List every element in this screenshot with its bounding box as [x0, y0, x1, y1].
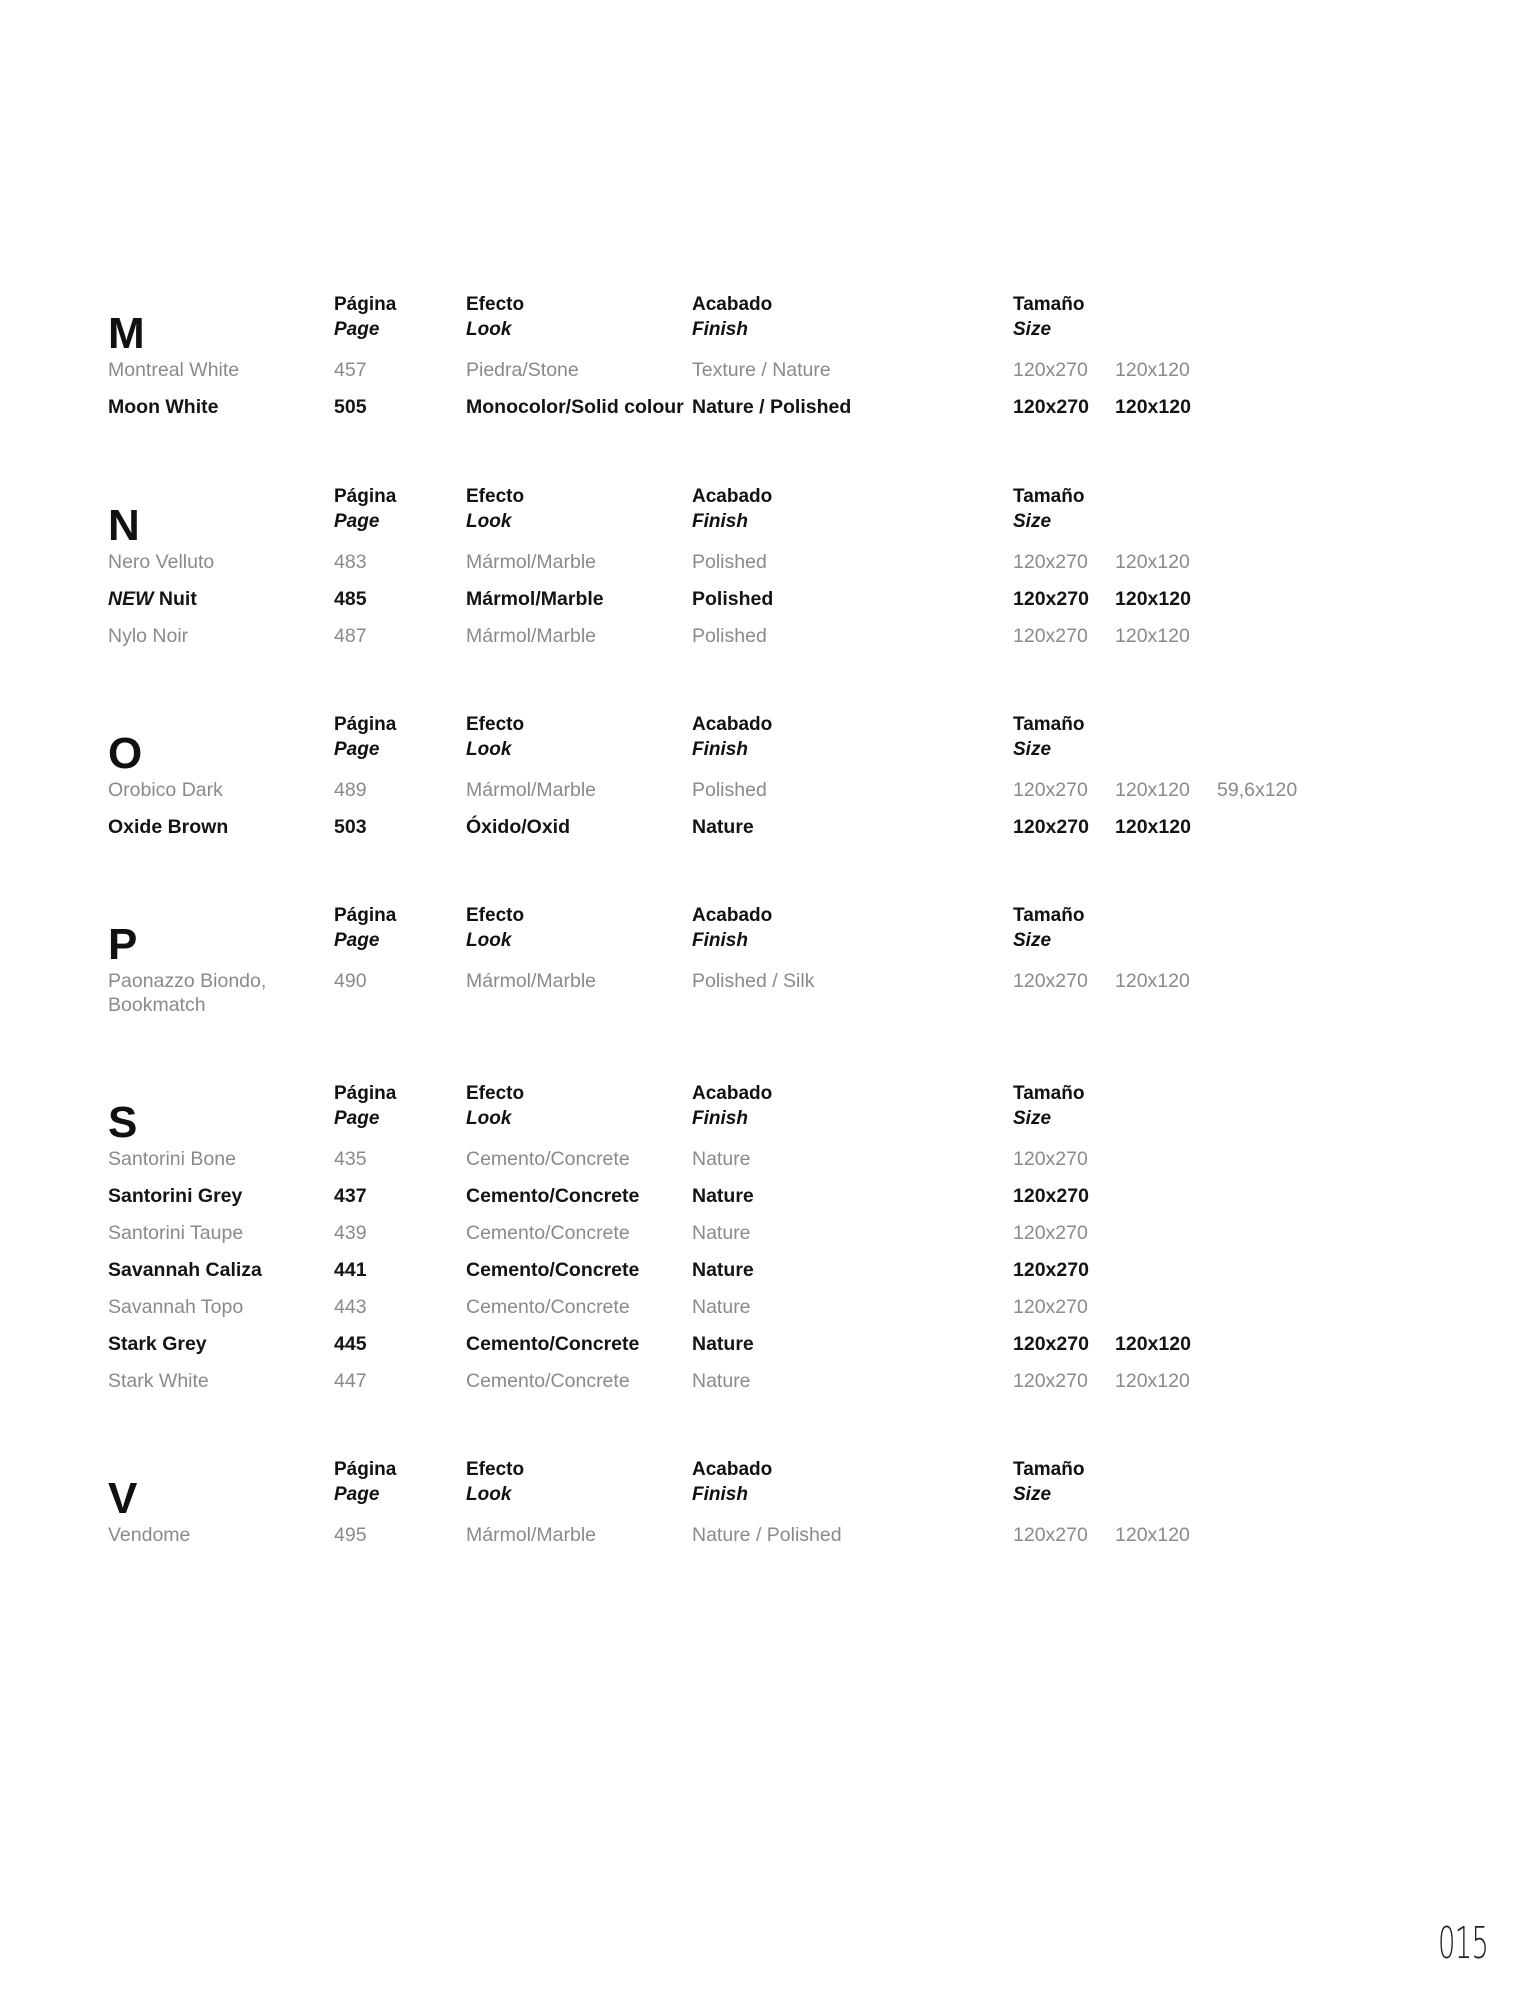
- header-label-en: Look: [466, 1108, 512, 1129]
- finish-cell: Nature / Polished: [692, 1524, 842, 1546]
- header-label-en: Finish: [692, 1484, 748, 1505]
- header-label-en: Finish: [692, 511, 748, 532]
- header-label-es: Acabado: [692, 714, 773, 735]
- column-header-finish: [692, 712, 772, 762]
- header-label-en: Finish: [692, 1108, 748, 1129]
- header-label-es: Tamaño: [1013, 294, 1085, 315]
- header-label-en: Finish: [692, 319, 748, 340]
- page-number-cell: 483: [334, 551, 367, 573]
- header-label-es: Efecto: [466, 294, 525, 315]
- finish-cell: Nature: [692, 1296, 751, 1318]
- column-header-look: [466, 292, 524, 342]
- table-row: [0, 1258, 1527, 1295]
- product-name-cell: [108, 1523, 308, 1547]
- finish-cell: Polished: [692, 625, 767, 647]
- look-cell: Mármol/Marble: [466, 625, 597, 647]
- product-name-cell: [108, 778, 308, 802]
- header-label-en: Look: [466, 1484, 512, 1505]
- table-row: [0, 358, 1527, 395]
- column-header-size: [1013, 484, 1084, 534]
- look-cell: Cemento/Concrete: [466, 1296, 630, 1318]
- size-cell: 59,6x120: [1217, 779, 1298, 801]
- product-name: Moon White: [108, 396, 219, 418]
- product-name: Nylo Noir: [108, 625, 189, 647]
- header-label-es: Acabado: [692, 1459, 773, 1480]
- header-label-es: Acabado: [692, 294, 773, 315]
- product-name: Santorini Grey: [108, 1185, 243, 1207]
- header-label-es: Página: [334, 1459, 397, 1480]
- size-cell: 120x270: [1013, 1222, 1088, 1244]
- table-row: [0, 1523, 1527, 1560]
- look-cell: Mármol/Marble: [466, 551, 597, 573]
- page-number: 015: [1438, 1918, 1489, 1969]
- header-label-en: Page: [334, 511, 380, 532]
- product-name-cell: [108, 1184, 308, 1208]
- table-row: [0, 1221, 1527, 1258]
- section-letter: P: [108, 920, 138, 969]
- section-letter: O: [108, 729, 143, 778]
- look-cell: Óxido/Oxid: [466, 816, 571, 838]
- header-label-es: Efecto: [466, 1459, 525, 1480]
- page-number-cell: 503: [334, 816, 367, 838]
- table-row: [0, 395, 1527, 432]
- size-cell: 120x270: [1013, 1185, 1089, 1207]
- size-cell: 120x120: [1115, 625, 1190, 647]
- finish-cell: Polished / Silk: [692, 970, 815, 992]
- product-name: Savannah Caliza: [108, 1259, 262, 1281]
- header-label-en: Size: [1013, 1484, 1052, 1505]
- header-label-en: Page: [334, 739, 380, 760]
- header-label-es: Acabado: [692, 1083, 773, 1104]
- look-cell: Cemento/Concrete: [466, 1185, 640, 1207]
- header-label-es: Página: [334, 486, 397, 507]
- header-label-es: Efecto: [466, 1083, 525, 1104]
- product-name: Savannah Topo: [108, 1296, 244, 1318]
- size-cell: 120x270: [1013, 779, 1088, 801]
- header-label-en: Look: [466, 511, 512, 532]
- column-header-finish: [692, 1081, 772, 1131]
- look-cell: Mármol/Marble: [466, 588, 604, 610]
- header-label-es: Tamaño: [1013, 714, 1085, 735]
- page-number-cell: 457: [334, 359, 367, 381]
- product-name: Oxide Brown: [108, 816, 229, 838]
- size-cell: 120x120: [1115, 359, 1190, 381]
- product-name: Stark White: [108, 1370, 209, 1392]
- page-number-cell: 487: [334, 625, 367, 647]
- header-label-en: Page: [334, 1108, 380, 1129]
- product-name: Paonazzo Biondo, Bookmatch: [108, 970, 267, 1016]
- finish-cell: Texture / Nature: [692, 359, 831, 381]
- size-cell: 120x120: [1115, 970, 1190, 992]
- header-label-en: Page: [334, 1484, 380, 1505]
- table-row: [0, 1369, 1527, 1406]
- header-label-es: Página: [334, 1083, 397, 1104]
- column-header-finish: [692, 1457, 772, 1507]
- table-row: [0, 969, 1527, 1016]
- finish-cell: Nature: [692, 1148, 751, 1170]
- product-name-cell: [108, 395, 308, 419]
- header-label-en: Page: [334, 319, 380, 340]
- size-cell: 120x270: [1013, 359, 1088, 381]
- column-header-look: [466, 1457, 524, 1507]
- column-header-page: [334, 292, 396, 342]
- product-name-cell: [108, 358, 308, 382]
- product-name-cell: [108, 587, 308, 611]
- header-label-es: Tamaño: [1013, 486, 1085, 507]
- look-cell: Cemento/Concrete: [466, 1333, 640, 1355]
- product-name-cell: [108, 550, 308, 574]
- table-row: [0, 1332, 1527, 1369]
- product-name: Stark Grey: [108, 1333, 207, 1355]
- size-cell: 120x270: [1013, 1524, 1088, 1546]
- size-cell: 120x120: [1115, 816, 1191, 838]
- product-name-cell: [108, 1147, 308, 1171]
- size-cell: 120x270: [1013, 1296, 1088, 1318]
- look-cell: Monocolor/Solid colour: [466, 396, 684, 418]
- header-label-es: Tamaño: [1013, 905, 1085, 926]
- size-cell: 120x270: [1013, 1259, 1089, 1281]
- page-number-cell: 489: [334, 779, 367, 801]
- finish-cell: Nature: [692, 1333, 754, 1355]
- look-cell: Mármol/Marble: [466, 779, 597, 801]
- page-number-cell: 439: [334, 1222, 367, 1244]
- finish-cell: Nature: [692, 816, 754, 838]
- page-number-cell: 437: [334, 1185, 367, 1207]
- header-label-es: Acabado: [692, 905, 773, 926]
- finish-cell: Nature / Polished: [692, 396, 852, 418]
- header-label-es: Efecto: [466, 714, 525, 735]
- size-cell: 120x120: [1115, 1370, 1190, 1392]
- page-number-cell: 441: [334, 1259, 367, 1281]
- table-row: [0, 1147, 1527, 1184]
- finish-cell: Polished: [692, 779, 767, 801]
- new-badge: NEW: [108, 588, 154, 610]
- section-letter: M: [108, 309, 145, 358]
- column-header-size: [1013, 712, 1084, 762]
- product-name-cell: [108, 624, 308, 648]
- column-header-look: [466, 484, 524, 534]
- product-name: Orobico Dark: [108, 779, 223, 801]
- header-label-en: Look: [466, 739, 512, 760]
- column-header-finish: [692, 903, 772, 953]
- look-cell: Cemento/Concrete: [466, 1222, 630, 1244]
- product-name: Santorini Taupe: [108, 1222, 244, 1244]
- section-letter: S: [108, 1098, 138, 1147]
- header-label-es: Tamaño: [1013, 1083, 1085, 1104]
- finish-cell: Nature: [692, 1259, 754, 1281]
- finish-cell: Polished: [692, 551, 767, 573]
- size-cell: 120x270: [1013, 1333, 1089, 1355]
- look-cell: Mármol/Marble: [466, 1524, 597, 1546]
- size-cell: 120x270: [1013, 625, 1088, 647]
- column-header-finish: [692, 484, 772, 534]
- table-row: [0, 550, 1527, 587]
- column-header-page: [334, 1457, 396, 1507]
- section-letter: V: [108, 1474, 138, 1523]
- header-label-es: Efecto: [466, 486, 525, 507]
- finish-cell: Nature: [692, 1370, 751, 1392]
- header-label-es: Página: [334, 905, 397, 926]
- product-name-cell: [108, 1221, 308, 1245]
- column-header-page: [334, 1081, 396, 1131]
- column-header-finish: [692, 292, 772, 342]
- product-name-cell: [108, 815, 308, 839]
- table-row: [0, 1184, 1527, 1221]
- column-header-size: [1013, 292, 1084, 342]
- size-cell: 120x270: [1013, 551, 1088, 573]
- product-name: Vendome: [108, 1524, 191, 1546]
- look-cell: Mármol/Marble: [466, 970, 597, 992]
- look-cell: Cemento/Concrete: [466, 1259, 640, 1281]
- header-label-en: Look: [466, 930, 512, 951]
- product-name-cell: [108, 1295, 308, 1319]
- column-header-look: [466, 712, 524, 762]
- finish-cell: Nature: [692, 1185, 754, 1207]
- header-label-es: Página: [334, 294, 397, 315]
- product-name: Santorini Bone: [108, 1148, 236, 1170]
- column-header-size: [1013, 1081, 1084, 1131]
- product-name: Nero Velluto: [108, 551, 215, 573]
- column-header-page: [334, 484, 396, 534]
- page-number-cell: 435: [334, 1148, 367, 1170]
- size-cell: 120x120: [1115, 551, 1190, 573]
- column-header-page: [334, 903, 396, 953]
- finish-cell: Polished: [692, 588, 774, 610]
- column-header-look: [466, 903, 524, 953]
- product-name-cell: [108, 1332, 308, 1356]
- table-row: [0, 1295, 1527, 1332]
- size-cell: 120x270: [1013, 1370, 1088, 1392]
- header-label-es: Efecto: [466, 905, 525, 926]
- header-label-en: Look: [466, 319, 512, 340]
- product-name-cell: [108, 1258, 308, 1282]
- look-cell: Piedra/Stone: [466, 359, 579, 381]
- header-label-en: Size: [1013, 511, 1052, 532]
- size-cell: 120x120: [1115, 1524, 1190, 1546]
- header-label-es: Acabado: [692, 486, 773, 507]
- page-number-cell: 485: [334, 588, 367, 610]
- size-cell: 120x270: [1013, 1148, 1088, 1170]
- size-cell: 120x120: [1115, 1333, 1191, 1355]
- section-letter: N: [108, 501, 140, 550]
- header-label-en: Page: [334, 930, 380, 951]
- product-name-cell: [108, 1369, 308, 1393]
- product-name: Nuit: [158, 588, 197, 610]
- column-header-page: [334, 712, 396, 762]
- product-name: Montreal White: [108, 359, 240, 381]
- column-header-size: [1013, 1457, 1084, 1507]
- header-label-en: Finish: [692, 739, 748, 760]
- header-label-es: Página: [334, 714, 397, 735]
- page-number-cell: 445: [334, 1333, 367, 1355]
- product-name-cell: [108, 969, 308, 1017]
- header-label-en: Size: [1013, 739, 1052, 760]
- page-number-cell: 443: [334, 1296, 367, 1318]
- size-cell: 120x270: [1013, 588, 1089, 610]
- page-number-cell: 447: [334, 1370, 367, 1392]
- table-row: [0, 587, 1527, 624]
- size-cell: 120x120: [1115, 588, 1191, 610]
- table-row: [0, 815, 1527, 852]
- header-label-en: Size: [1013, 319, 1052, 340]
- finish-cell: Nature: [692, 1222, 751, 1244]
- look-cell: Cemento/Concrete: [466, 1370, 630, 1392]
- table-row: [0, 778, 1527, 815]
- header-label-en: Finish: [692, 930, 748, 951]
- column-header-look: [466, 1081, 524, 1131]
- header-label-es: Tamaño: [1013, 1459, 1085, 1480]
- size-cell: 120x120: [1115, 396, 1191, 418]
- header-label-en: Size: [1013, 930, 1052, 951]
- column-header-size: [1013, 903, 1084, 953]
- table-row: [0, 624, 1527, 661]
- page-number-cell: 505: [334, 396, 367, 418]
- size-cell: 120x270: [1013, 816, 1089, 838]
- header-label-en: Size: [1013, 1108, 1052, 1129]
- size-cell: 120x270: [1013, 396, 1089, 418]
- size-cell: 120x120: [1115, 779, 1190, 801]
- page-number-cell: 495: [334, 1524, 367, 1546]
- look-cell: Cemento/Concrete: [466, 1148, 630, 1170]
- page-number-cell: 490: [334, 970, 367, 992]
- size-cell: 120x270: [1013, 970, 1088, 992]
